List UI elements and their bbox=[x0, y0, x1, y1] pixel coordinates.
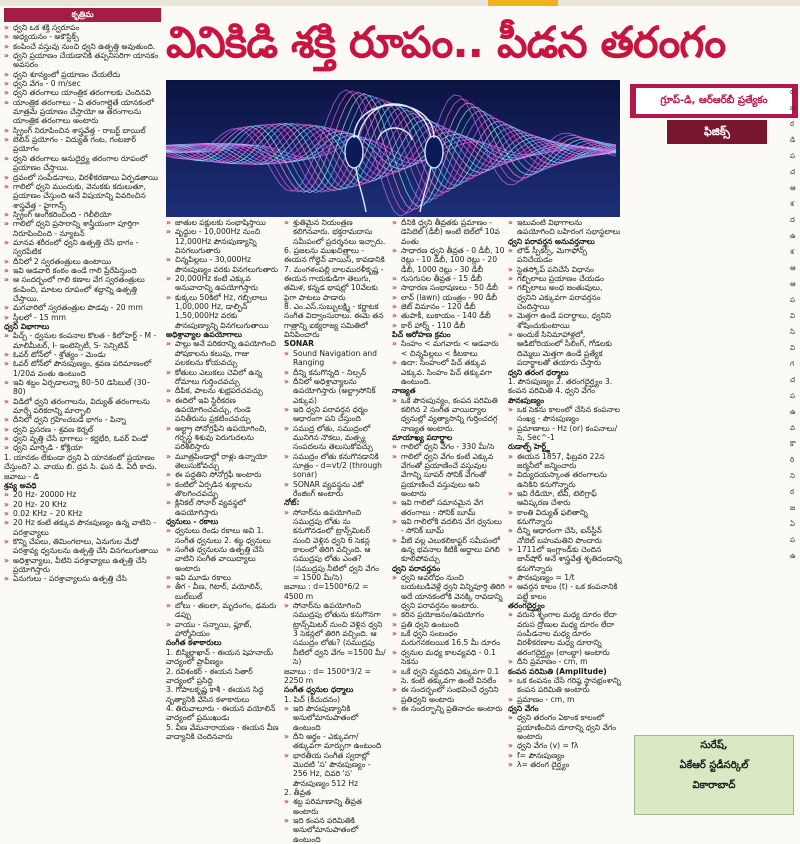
exam-label: గ్రూప్‌-డి, ఆర్‌ఆర్‌బీ ప్రత్యేకం bbox=[636, 88, 792, 114]
list-item: » గబ్బిలాలు ప్రయాణం చేయడం bbox=[508, 274, 622, 283]
margin-glyph: ఆ bbox=[790, 184, 796, 192]
list-item: 2. తీవ్రత bbox=[284, 787, 311, 797]
list-item: » ధ్వని ప్రసరణ - శ్రవణ కెర్నల్‌ bbox=[4, 425, 161, 434]
column-3 bbox=[284, 218, 387, 844]
list-item: » ప్రతి ధ్వని ఉంటుంది bbox=[392, 620, 505, 629]
margin-glyph: ఉ bbox=[790, 552, 796, 560]
list-item: » కంపించే వస్తువు నుంచి ధ్వని ఉత్పత్తి అవుతుంది. bbox=[4, 42, 161, 51]
list-item: » కార్‌ హార్న్‌ - 110 డీబీ bbox=[392, 321, 505, 330]
margin-glyph: ని bbox=[790, 472, 795, 480]
list-item: 6. ప్రజలను ముఖచిత్రాలు - ఈయన గోల్డెన్‌ వాయిస్‌, కావడానికి bbox=[284, 246, 385, 265]
list-item: » ఇవి గాలిలో సమానమైన వేగ తరంగాలు - సోనిక్‌ బూమ్‌ bbox=[392, 498, 505, 517]
margin-glyph: శ bbox=[790, 200, 794, 208]
list-item: ధ్వని పరావర్తనం bbox=[392, 563, 441, 573]
list-item: » ధ్వనులు రెండు రకాలు అవి 1. సంగీత ధ్వనులు 2. శబ్ద ధ్వనులు bbox=[166, 526, 279, 545]
list-item: » ప్రమాణాలు - Hz (or) కంపనాలు/సె, Sec^-1 bbox=[508, 424, 622, 443]
list-item: ధ్వనులు - రకాలు bbox=[166, 517, 219, 526]
margin-glyph: ప bbox=[790, 152, 795, 160]
list-item: సంగీత కళాకారులు bbox=[166, 638, 222, 648]
list-item: » ఇవి రేడియో, టీవీ, టెలిగ్రాఫ్‌ ఆవిష్కరణ చేశారు bbox=[508, 489, 622, 508]
list-item: » ఈ సందర్భాన్ని ప్రతినాదం అంటారు bbox=[392, 704, 505, 713]
list-item: » ఉదా: సింహంలో పిచ్‌ తక్కువ ఎక్కువ. సింహం పిచ్‌ తక్కువగా ఉంటుంది. bbox=[392, 358, 505, 386]
list-item: » యాంత్రిక తరంగాలు - ఏ తరంగాల్లైతే యానకంలో మాత్రమే ప్రయాణం చేస్తాయో ఆ తరంగాలను యాంత్రిక తరంగాలు అంటారు bbox=[4, 98, 161, 126]
margin-glyph: చ bbox=[790, 376, 796, 384]
list-item: » ఓవర్‌ టోన్‌లో పౌనఃపుణ్యం, శ్రవణ పరిమాణంలో 1/20వ వంతు ఉంటుంది bbox=[4, 359, 161, 378]
list-item: » ఒకే పౌనఃపున్యం, కంపన పరిమితి కలిగిన 2 సంగీత వాయిద్యాల ధ్వనుల్లో వ్యత్యాసాన్ని గుర్తించదగ్గ నాణ్యత అంటారు. bbox=[392, 396, 505, 433]
margin-glyph: ఆ bbox=[790, 280, 796, 288]
list-item: » ప్రమాణం - cm, m bbox=[508, 695, 622, 704]
list-item: ధ్వని పరావర్తన అనువర్తనాలు bbox=[508, 236, 595, 246]
list-item: » 0.02 KHz – 20 KHz bbox=[4, 509, 161, 518]
list-item: » గాలిలో ధ్వని ప్రసారాన్ని శాస్త్రీయంగా పూర్తిగా నిరూపించింది - న్యూటన్‌ bbox=[4, 219, 161, 238]
list-item: » స్ప్రింగ్‌ నిరూపించిన శాస్త్రవేత్త - రాబర్ట్‌ బాయిల్‌ bbox=[4, 126, 161, 135]
list-item: » ధ్వని ఒక శక్తి స్వరూపం bbox=[4, 23, 161, 32]
list-item: » పాల్లు అనే పరికరాన్ని ఉపయోగించి పోషకాలను కలుపు, గాజు పలకలను కోయవచ్చు bbox=[166, 339, 279, 367]
list-item: » ధ్వని వేగం - 0 m/sec bbox=[4, 79, 161, 88]
list-item: » 20 Hz- 20000 Hz bbox=[4, 490, 161, 499]
margin-glyph: ర bbox=[790, 488, 795, 496]
list-item: » ఆవర్తన కాలం (t) - ఒక కంపనానికి పట్టే కాలం bbox=[508, 582, 622, 601]
list-item: » f= పౌనఃపుణ్యం bbox=[508, 751, 622, 760]
list-item: » పిచ్చ్‌ - ధ్వనుల కంపనాల కొలత - కిలోహెర్ట్‌ - M - మాలిమీటర్‌, I- ఇంటెన్సిటీ, S- సెన్సిటివ్‌ bbox=[4, 331, 161, 350]
top-strip bbox=[0, 0, 800, 6]
margin-glyph: వ bbox=[790, 424, 795, 432]
list-item: » వృద్ధుల - 10,000Hz నుంచి 12,000Hz పౌనఃపుణ్యాన్ని వినగలుగుతారు bbox=[166, 227, 279, 255]
list-item: కంపన పరిమితి (Amplitude) bbox=[508, 666, 607, 676]
list-item: మాయాఖ్య పదార్థాల bbox=[392, 432, 453, 442]
margin-glyph: డి bbox=[790, 136, 796, 144]
margin-glyph: ర bbox=[790, 120, 795, 128]
list-item: » Sound Navigation and Ranging bbox=[284, 349, 387, 368]
list-item: 1. పౌనఃపుణ్యం 2. తరంగదైర్ఘ్యం 3. కంపన పరిమితి 4. ధ్వని వేగం bbox=[508, 376, 613, 396]
list-item: » λ= తరంగ దైర్ఘ్యం bbox=[508, 760, 622, 769]
margin-glyph: వి bbox=[790, 344, 795, 352]
list-item: » ధ్వని వృత్తి చేసే భాగాలు - కర్ణభేరి, ఓవర్‌ విండో bbox=[4, 434, 161, 443]
list-item: » వరుస శృంగాల మధ్య దూరం లేదా వరుస ద్రోణుల మధ్య దూరం లేదా సంపీడనాల మధ్య దూరం విరళీకరణాల మధ్య దూరాన్ని తరంగదైర్ఘ్యం (లాంబ్డా) అంటారు bbox=[508, 610, 622, 657]
list-item: » ఈ సందర్భంలో సంభవించే ధ్వనిని ప్రతిధ్వని అంటారు bbox=[392, 685, 505, 704]
list-item: » గబ్బిలాలు అంధ జంతువులు, ధ్వనిని ఎక్కువగా పరావర్తనం చెందిస్తాయి bbox=[508, 283, 622, 311]
list-item: » అధిశ్రావ్యాలు, వీటిని పరశ్రావ్యాలు ఉత్పత్తి చేసి ప్రయోగిస్తారు bbox=[4, 556, 161, 575]
list-item: రుడాల్ఫ్‌ హెర్ట్జ్‌ bbox=[508, 442, 550, 452]
list-item: » కంటిలో ఏర్పడిన శుక్లాలను తొలగించవచ్చు bbox=[166, 480, 279, 499]
column-tag: కృత్రిమ bbox=[4, 8, 161, 22]
margin-glyph: గ bbox=[790, 360, 795, 368]
list-item: » సింహం < మగవారు < ఆడవారు < చిన్నపిల్లలు < కీటకాలు bbox=[392, 339, 505, 358]
sound-wave-head-illustration bbox=[166, 80, 620, 217]
list-item: 3. గోపాలకృష్ణ కాశీ - ఈయన సిద్ధ నృత్యానికి వేసిన కళాకారులు bbox=[166, 685, 264, 704]
list-item: » ఓవర్‌ టోన్‌లో - శ్రోత్యం - మెండు bbox=[4, 350, 161, 359]
author-box bbox=[634, 735, 794, 815]
list-item: » తీగ - వీణ, గిటార్‌, వయోలిన్‌, బుల్‌బుల్‌ bbox=[166, 582, 279, 601]
list-item: » స్త్రీలలో - 15 mm bbox=[4, 313, 161, 322]
list-item: » ఈదిలో ఇవి స్థిరీకరణ ఉపయోగించవచ్చు, గుండె పనితీరును ప్రకటించవచ్చు bbox=[166, 396, 279, 424]
list-item: » దీన్ని కనుగొన్నది - నిల్సన్‌ bbox=[284, 368, 387, 377]
list-item: » మూత్రపిండాల్లో రాళ్లు ఉన్నాయో తెలుసుకోవచ్చు bbox=[166, 452, 279, 471]
margin-glyph: ఉ bbox=[790, 232, 796, 240]
list-item: తరంగదైర్ఘ్యం bbox=[508, 601, 545, 611]
list-item: » 1711లో ఇంగ్లాండ్‌కు చెందిన జాన్‌షోర్‌ అనే శాస్త్రవేత్త శృతిదండాన్ని కనుగొన్నారు bbox=[508, 545, 622, 573]
list-item: శ్రవ్య అవధి bbox=[4, 480, 37, 490]
list-item: » దీని ప్రమాణం - cm, m bbox=[508, 657, 622, 666]
margin-glyph: సి bbox=[790, 328, 795, 336]
margin-glyph: వి bbox=[790, 312, 795, 320]
list-item: » ఇవి మూడు రకాలు bbox=[166, 573, 279, 582]
margin-glyph: రి bbox=[790, 456, 795, 464]
column-1 bbox=[4, 8, 161, 584]
list-item: » జాతుల పక్షులకు సంభాషిస్తాయి bbox=[166, 218, 279, 227]
list-item: » ధ్వని మార్పిడి - కోక్లియా bbox=[4, 443, 161, 452]
column-5 bbox=[508, 218, 622, 769]
list-item: » గుసగుసల తీవ్రత - 15 డీబీ bbox=[392, 274, 505, 283]
list-item: » దీపిక, పాలను శుభ్రపరచవచ్చు bbox=[166, 386, 279, 395]
list-item: » సోనార్‌ను ఉపయోగించి సముద్రపు లోతు ను కనుగొనడంలో ట్రాన్స్‌మిటర్‌ నుంచి వెళ్లిన ధ్వని 6 సెకన్ల కాలంలో తిరిగి వచ్చింది. ఆ సముద్రపు లోతు ఎంత? (సముద్రపు నీటిలో ధ్వని వేగం = 1500 మీ/సె) bbox=[284, 508, 387, 583]
list-item: అధిశ్రావ్యాల ఉపయోగాలు bbox=[166, 330, 243, 340]
list-item: » 20 Hz- 20 KHz bbox=[4, 500, 161, 509]
list-item: » పౌనఃపుణ్యం = 1/t bbox=[508, 573, 622, 582]
list-item: » క్లినికల్‌ సోనార్‌ వ్యవస్థలో ఉపయోగిస్తారు bbox=[166, 498, 279, 517]
list-item: ధ్వని వేగం bbox=[508, 703, 539, 713]
list-item: » ఇవి శబ్దం ఏర్పడాలన్నా 80–50 డెసిబుల్‌ (30–80) bbox=[4, 378, 161, 397]
list-item: ధ్వని విభాగాలు bbox=[4, 322, 50, 331]
list-item: » తుపాకీ, బుకాయం - 140 డీబీ bbox=[392, 311, 505, 320]
list-item: » ఏనుగులు - పరశ్రావ్యాలను ఉత్పత్తి చేసి bbox=[4, 574, 161, 583]
list-item: » ఒక సెకను కాలంలో చేసిన కంపనాల సంఖ్య - పౌనఃపుణ్యం bbox=[508, 405, 622, 424]
list-item: SONAR bbox=[284, 339, 315, 349]
list-item: » సోనార్‌ను ఉపయోగించి సముద్రపు లోతును కనుగొనగా ట్రాన్స్‌మిటర్‌ నుంచి వెళ్లిన ధ్వని 3 సెకన్లలో తిరిగి వచ్చింది. ఆ సముద్రం లోతు? (సముద్రపు నీటిలో ధ్వని వేగం =1500 మీ/సె) bbox=[284, 601, 387, 666]
list-item: » స్టెతస్కోప్‌ పనిచేసే విధానం bbox=[508, 265, 622, 274]
margin-glyph: ఉ bbox=[790, 408, 796, 416]
list-item: » ఇవి గాలిలోకి వదలిన వేగ ధ్వనులు - సోనిక్‌ బూమ్‌ bbox=[392, 517, 505, 536]
list-item: 1. యానకం లేకుండా ధ్వని ఏ యానకంలో ప్రయాణం చేస్తుంది? ఎ. వాయు బి. ద్రవ సి. ఘన డి. ఏదీ కాదు. జవాబు - డి bbox=[4, 452, 157, 481]
list-item: » వాయు - సన్నాయి, ఫ్లూట్‌, హార్మోనియం bbox=[166, 620, 279, 639]
list-item: పిచ్‌ ఆరోహణ క్రమం bbox=[392, 330, 451, 340]
margin-glyph: చ bbox=[790, 168, 796, 176]
list-item: 1. పిచ్‌ (కీచుదనం) bbox=[284, 694, 341, 704]
author-role: ఏకేఆర్‌ స్టడీసర్కిల్‌ bbox=[679, 760, 749, 771]
list-item: » స్ప్రింగ్‌ అంగీకరించింది - గెలీలియో bbox=[4, 210, 161, 219]
list-item: » మెత్తగా ఉండే పదార్థాలు, ధ్వనిని శోషించుకుంటాయి bbox=[508, 311, 622, 330]
column-4 bbox=[392, 218, 505, 713]
list-item: » లౌడ్‌ స్పీకర్స్‌, మెగాఫోన్స్‌ పనిచేయడం bbox=[508, 246, 622, 265]
list-item: » దీనికి ధ్వని తీవ్రతకు ప్రమాణం - డెసిబెల్‌ (డీబీ) అంటే బెల్‌లో 10వ వంతు bbox=[392, 218, 505, 246]
list-item: » SONAR వ్యవస్థను ఎకో రేంజింగ్‌ అంటారు bbox=[284, 480, 387, 499]
list-item: సంగీత ధ్వనుల ధర్మాలు bbox=[284, 685, 354, 695]
list-item: » గాలిలో ధ్వని వేగం కంటే ఎక్కువ వేగంతో ప్రయాణించే వస్తువుల వేగాన్ని సూపర్‌ సోనిక్‌ వేగంతో ప్రయాణించే వస్తువులు అని అంటారు bbox=[392, 452, 505, 499]
col4-list bbox=[392, 218, 505, 713]
list-item: » సముద్ర లోతు, సముద్రంలో మునిగిన నౌకలు, మత్స్య సంపదలను తెలుసుకోవచ్చు bbox=[284, 424, 387, 452]
col2-list bbox=[166, 218, 279, 741]
list-item: 5. వీణ వేమనారాయణ - ఈయన వీణ వాద్యానికి చెందినవారు bbox=[166, 722, 279, 741]
col5-list bbox=[508, 218, 622, 769]
list-item: » 20 Hz కంటే తక్కువ పౌనఃపుణ్యం ఉన్న వాటిని - పరశ్రావ్యాలు bbox=[4, 518, 161, 537]
margin-glyph: ప bbox=[790, 536, 795, 544]
margin-glyph: జ bbox=[790, 104, 796, 112]
list-item: » ధ్వని తరంగాలు యాంత్రిక తరంగాలకు చెందినవి bbox=[4, 88, 161, 97]
list-item: » దీని అర్థం - ఎక్కువగా/తక్కువగా మార్పుగా ఉంటుంది bbox=[284, 732, 387, 751]
list-item: » ఒకే ధ్వని సంబంధం మరుగనకలయిక 16.5 మీ దూరం bbox=[392, 629, 505, 648]
list-item: » లాన్‌ (lawn) యంత్రం - 90 డీబీ bbox=[392, 293, 505, 302]
author-place: వికారాబాద్‌ bbox=[692, 780, 736, 791]
list-item: నాణ్యత bbox=[392, 386, 416, 396]
margin-glyph: జ bbox=[790, 504, 796, 512]
list-item: » మానవ శరీరంలో ధ్వని ఉత్పత్తి చేసే భాగం - స్వరపేటిక bbox=[4, 238, 161, 257]
list-item: » కోతులు ఎలుకలు చెవిలో ఉన్న రోమాలు గుర్తించవచ్చు bbox=[166, 368, 279, 387]
list-item: » దీనిలో 2 స్వరతంత్రులు ఉంటాయి bbox=[4, 257, 161, 266]
list-item: » గాలిలో ధ్వని వేగం - 330 మీ/సె bbox=[392, 442, 505, 451]
list-item: 8. ఎం.ఎస్‌.సుబ్బులక్ష్మి - కర్ణాటక సంగీత విద్వాంసురాలు. ఈమె తన గాత్రాన్ని ఐక్యరాజ్య సమితిలో వినిపించారు bbox=[284, 302, 384, 340]
list-item: 2. రవిశంకర్‌ - ఈయన సితార్‌ వాద్యంలో ప్రసిద్ధి bbox=[166, 666, 253, 685]
margin-glyph: ర bbox=[790, 88, 795, 96]
list-item: » జెట్‌ విమానం - 120 డీబీ bbox=[392, 302, 505, 311]
margin-glyph: కొ bbox=[790, 440, 796, 448]
list-item: » ఇది కంపన పరిమితికి అనులోమానుపాతంలో ఉంటుంది bbox=[284, 816, 387, 844]
list-item: » ధ్వని తరంగం ఏకాంక కాలంలో ప్రయాణించిన దూరాన్ని ధ్వని వేగం అంటారు bbox=[508, 713, 622, 741]
col3-list bbox=[284, 218, 387, 844]
list-item: » కాంతి విద్యుత్‌ ఫలితాన్ని కనుగొన్నారు bbox=[508, 508, 622, 527]
list-item: » దీనిలో అధిశ్రావ్యాలను ఉపయోగిస్తారు (అల్ట్రాసోనిక్‌ ఎక్కువ) bbox=[284, 377, 387, 405]
list-item: » ధ్వని తరంగాలు అనుదైర్ఘ్య తరంగాల రూపంలో ప్రయాణం చేస్తాయి. bbox=[4, 154, 161, 173]
margin-glyph: ఏ bbox=[790, 520, 795, 528]
margin-glyph: శ bbox=[790, 248, 794, 256]
list-item: 1. బిస్మిల్లాఖాన్‌ - ఈయన షెహనాయ్‌ వాద్యంలో ప్రావీణ్యం bbox=[166, 647, 274, 667]
right-margin-text bbox=[790, 84, 800, 744]
list-item: » అల్ట్రా సోనోగ్రఫీని ఉపయోగించి, గర్భస్థ శిశువు పెరుగుదలను పరిశీలిస్తారు bbox=[166, 424, 279, 452]
list-item: » దీన్ని ఆధారంగా చేసి, ఐన్‌స్టీన్‌ నోబెల్‌ బహుమతిని పొందారు bbox=[508, 526, 622, 545]
list-item: » మగవారిలో స్వరతంత్రుల పొడవు - 20 mm bbox=[4, 303, 161, 312]
list-item: » చిన్నపిల్లలు - 30,000Hz పౌనఃపుణ్యం వరకు వినగలుగుతారు bbox=[166, 255, 279, 274]
list-item: పౌనఃపుణ్యం bbox=[508, 395, 545, 405]
list-item: » బోలు - తబలా, మృదంగం, ఢమరు డప్పు bbox=[166, 601, 279, 620]
list-item: » ఆ సందర్భంలో గాలి కణాల వేగ స్వరతంత్రులు కంపించి, మాటల రూపంలో శబ్దాన్ని ఉత్పత్తి చేస్తాయి. bbox=[4, 275, 161, 303]
list-item: » ధ్వని వేగం (v) = fλ bbox=[508, 741, 622, 750]
list-item: » ఒక కంపనం చేసే గరిష్ఠ స్థానభ్రంశాన్ని కంపన పరిమితి అంటారు bbox=[508, 676, 622, 695]
list-item: » అందుకే సినిమాహాళ్లలో, ఆడిటోరియంలో సీలింగ్‌, గోడలకు దిమ్మెలు మెత్తగా ఉండే ప్రత్యేక పదార్థాలతో తయారు చేస్తారు bbox=[508, 330, 622, 367]
margin-glyph: ప bbox=[790, 296, 795, 304]
list-item: » విడిలో ధ్వని తరంగాలను, విద్యుత్‌ తరంగాలను మార్చే పరికరాన్ని మార్చాలి bbox=[4, 397, 161, 416]
margin-glyph: ఆ bbox=[790, 264, 796, 272]
hero-illustration bbox=[166, 80, 620, 217]
page-title: వినికిడి శక్తి రూపం.. పీడన తరంగం bbox=[166, 18, 726, 68]
list-item: » ధ్వని అవరోధం నుంచి బయటుడివెళ్లే ధ్వని విన్నిపూర్తి తిరిగి అదే యానకంలోకి వెనక్కి రావడాన్ని ధ్వని పరావర్తనం అంటారు. bbox=[392, 573, 505, 610]
list-item: » విద్యుదయస్కాంత తరంగాలను ఉనికిని కనుగొన్నారు bbox=[508, 470, 622, 489]
list-item: » సంగీత ధ్వనులను ఉత్పత్తి చేసే వాటిని సంగీత వాయిద్యాలు అంటారు bbox=[166, 545, 279, 573]
list-item: » ఇవి ఆడవారి కంఠం ఉండే గాలి ప్రేరేపిస్తుంది bbox=[4, 266, 161, 275]
list-item: » ధ్వని శూన్యంలో ప్రయాణం చేయలేదు bbox=[4, 70, 161, 79]
list-item: » ధ్వని ప్రయాణం చేయడానికి తప్పనిసరిగా యానకం అవసరం bbox=[4, 51, 161, 70]
list-item: 7. మంగళంపల్లి బాలమురళీకృష్ణ - ఈయన గాయకుడిగా తెలుగు, తమిళ, కన్నడ భాషల్లో 10వేలకు పైగా పాటలు పాడారు bbox=[284, 264, 384, 302]
list-item: » ఈయన 1857, ఫిబ్రవరి 22న జర్మనీలో జన్మించారు bbox=[508, 452, 622, 471]
list-item: నోట్‌: bbox=[284, 498, 300, 508]
list-item: » సాధారణ సంభాషణలు - 50 డీబీ bbox=[392, 283, 505, 292]
list-item: » ధ్వనుల మధ్య కాలవ్యవధి - 0.1 సెకను bbox=[392, 648, 505, 667]
list-item: » ఇది పౌనఃపుణ్యానికి అనులోమానుపాతంలో ఉంటుంది bbox=[284, 704, 387, 732]
list-item: » బెలిన్‌ ప్రయోగం - విద్యుత్‌ గంట, గంటజార్‌ ప్రయోగం bbox=[4, 135, 161, 154]
list-item: » సముద్రం లోతు కనుగొనడానికి సూత్రం - d=vt/2 (through sonar) bbox=[284, 452, 387, 480]
list-item: ధ్వని తరంగ ధర్మాలు bbox=[508, 367, 569, 377]
list-item: » కొన్ని చేపలు, తిమింగలాలు, ఏనుగుల మేధో పరశ్రావ్య ధ్వనులను ఉత్పత్తి చేసి వినగలుగుతాయి bbox=[4, 537, 161, 556]
list-item: జవాబు : d= 1500*3/2 = 2250 m bbox=[284, 666, 371, 685]
margin-glyph: ప bbox=[790, 392, 795, 400]
list-item: » శబ్ద పరిమాణాన్ని తీవ్రత అంటారు bbox=[284, 797, 387, 816]
list-item: » ఇది ధ్వని పరావర్తన ధర్మం ఆధారంగా పని చేస్తుంది bbox=[284, 405, 387, 424]
list-item: జవాబు : d=1500*6/2 = 4500 m bbox=[284, 582, 369, 601]
col1-list bbox=[4, 23, 161, 584]
list-item: 4. తిరువాలూరు - ఈయన వయోలిన్‌ వాద్యంలో ప్రముఖుడు bbox=[166, 703, 276, 723]
list-item: » అధ్యయనం - అకౌస్టిక్స్‌ bbox=[4, 32, 161, 41]
author-name: సురేష్‌, bbox=[700, 740, 728, 751]
subject-label: ఫిజిక్స్‌ bbox=[667, 120, 767, 144]
list-item: » ఒకే ధ్వని వ్యవధిని ఎక్కువగా 0.1 సె. కంటే తక్కువగా ఉంటే వినలేం bbox=[392, 667, 505, 686]
list-item: » ఈ పద్ధతిని సోనోగ్రఫీ అంటారు bbox=[166, 470, 279, 479]
list-item: » సాధారణ ధ్వని తీవ్రత - 0 డీబీ, 10 రెట్లు - 10 డీబీ, 100 రెట్లు - 20 డీబీ, 1000 రెట్లు - 30 డీబీ bbox=[392, 246, 505, 274]
list-item: » ద్రవంలో సంపీడనాలు, విరళీకరణాలు ఏర్పడతాయి bbox=[4, 173, 161, 182]
exam-label-box bbox=[630, 84, 798, 118]
list-item: » దీనిలో ధ్వని గ్రహించబడే భాగం - పిన్నా bbox=[4, 415, 161, 424]
margin-glyph: ద bbox=[790, 216, 795, 224]
list-item: » శ్రుతిమైన నియంత్రణ కలిగినవారు. భక్తరామదాసు సమీపంలో ప్రదర్శనలు ఇచ్చారు. bbox=[284, 218, 387, 246]
top-accent bbox=[488, 0, 558, 6]
list-item: » గాలిలో ధ్వని ముందుకు, వెనుకకు కదులుతూ, ప్రయాణం చేస్తుంది అనే విషయాన్ని వివరించిన శాస్త్రవేత్త - హైగాన్స్‌ bbox=[4, 182, 161, 210]
list-item: » భారతీయ సంగీత స్వరాల్లో మొదటి 'స' పౌనఃపుణ్యం - 256 Hz, చివరి 'స' పౌనఃపుణ్యం 512 Hz bbox=[284, 751, 387, 788]
column-2 bbox=[166, 218, 279, 741]
list-item: » కుక్కలు 50కిలో Hz, గబ్బిలాలు 1,00,000 Hz, డాల్ఫిన్‌ 1,50,000Hz వరకు పౌనఃపుణ్యాన్ని వినగలుగుతాయి bbox=[166, 293, 279, 330]
list-item: » ఇటువంటి విభాగాలను ఉపయోగించి బహిరంగ సభాస్థలాలు bbox=[508, 218, 622, 237]
list-item: » వీటి వల్ల ఎలుకలికాప్టర్‌ సమీపంలో ఉన్న భవనాల కిటికీ అద్దాలు పగిలి కూలిపోవచ్చు bbox=[392, 536, 505, 564]
list-item: » 20,000Hz కంటే ఎక్కువ అనువాదాన్ని ఉపయోగిస్తారు bbox=[166, 274, 279, 293]
list-item: » కరిన ప్రయోజనం/ఉపయోగం bbox=[392, 610, 505, 619]
